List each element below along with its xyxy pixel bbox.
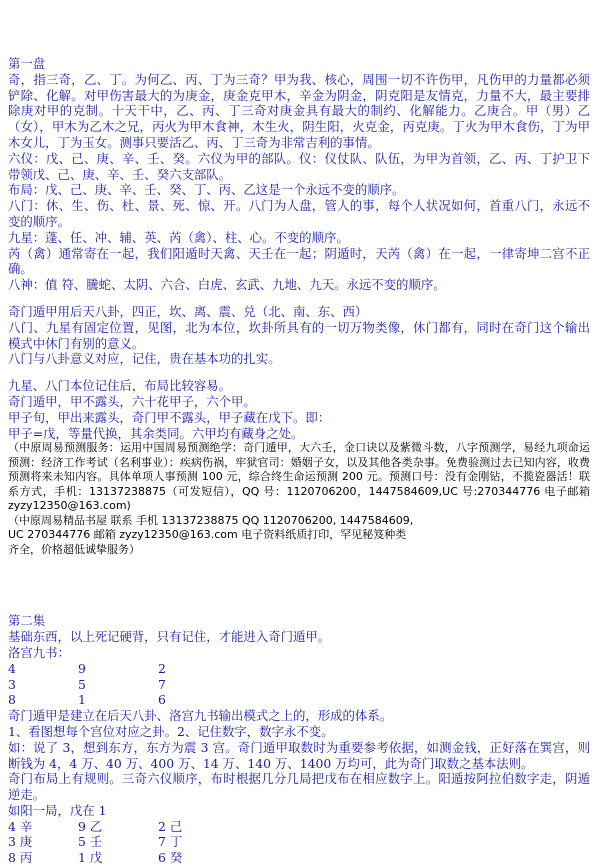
ad-bookstore: （中原周易精品书屋 联系 手机 13137238875 QQ 1120706200, 1447584609, [8,513,414,527]
paragraph-bagua: 八门与八卦意义对应，记住，贵在基本功的扎实。 [8,351,281,367]
grid-cell: 8 [8,692,16,708]
paragraph-bamen: 八门：休、生、伤、杜、景、死、惊、开。八门为人盘，管人的事，每个人状况如何，首重八门，永远不变的顺序。 [8,198,590,229]
grid-cell: 7 [158,676,166,692]
paragraph-bamen-fixed: 八门、九星有固定位置，见图，北为本位，坎卦所具有的一切万物类像，休门都有，同时在奇门这个输出模式中休门有别的意义。 [8,319,590,351]
grid-cell: 5 壬 [78,834,103,850]
paragraph-jiazi-wu: 甲子=戊，等量代换，其余类同。六甲均有藏身之处。 [8,425,304,441]
grid-cell: 1 [78,692,86,708]
paragraph-houtian: 奇门遁甲用后天八卦，四正，坎、离、震、兑（北、南、东、西） [8,303,368,319]
paragraph-sanqi: 奇，指三奇，乙、丁。为何乙、丙、丁为三奇？甲为我、核心，周围一切不许伤甲，凡伤甲的力量都必须铲除、化解。对甲伤害最大的为庚金，庚金克甲木，辛金为阴金，阴克阳是友情克，力量不大，最主要排除庚对甲的克制。十天干中，乙、丙、丁三奇对庚金具有最大的制约、化解能力。乙庚合。甲（男）乙（女），甲木为乙木之兄，丙火为甲木食神，木生火，阴生阳，火克金，丙克庚。丁火为甲木食伤，丁为甲木女儿，丁为玉女。测事只要活乙、丙、丁三奇为非常吉利的事情。 [8,71,590,150]
grid-cell: 2 己 [158,818,183,834]
document-page [8,56,590,866]
yangdun-grid [8,819,590,866]
grid-cell: 7 丁 [158,834,183,850]
grid-cell: 5 [78,676,86,692]
grid-cell: 3 庚 [8,834,33,850]
luoshu-grid [8,661,590,708]
paragraph-buju: 布局：戊、己、庚、辛、壬、癸、丁、丙、乙这是一个永远不变的顺序。 [8,182,405,198]
paragraph-dunjia: 奇门遁甲，甲不露头，六十花甲子，六个甲。 [8,393,256,409]
grid-cell: 1 戊 [78,850,103,866]
grid-cell: 8 丙 [8,850,33,866]
paragraph-jiuxing-bamen: 九星、八门本位记住后，布局比较容易。 [8,378,232,394]
grid-cell: 9 [78,660,86,676]
ad-closing: 齐全，价格超低诚挚服务） [8,542,140,556]
paragraph-example: 如：说了 3，想到东方，东方为震 3 宫。奇门遁甲取数时为重要参考依据，如测金钱，正好落在巽宫，则断钱为 4，4 万、40 万、400 万、14 万、140 万、1400 万均可，此为奇门取数之基本法则。 [8,739,590,771]
paragraph-jiazi: 甲子旬，甲出来露头，奇门甲不露头，甲子藏在戊下。即： [8,409,331,425]
paragraph-buju-rule: 奇门布局上有规则。三奇六仪顺序，布时根据几分几局把戊布在相应数字上。阳遁按阿拉伯数字走，阴遁逆走。 [8,771,590,803]
paragraph-jianli: 奇门遁甲是建立在后天八卦、洛宫九书输出模式之上的，形成的体系。 [8,708,393,724]
spacer [8,367,590,378]
paragraph-basic: 基础东西，以上死记硬背，只有记住，才能进入奇门遁甲。 [8,629,331,645]
grid-cell: 4 [8,660,16,676]
paragraph-bashen: 八神：值 符、騰蛇、太阴、六合、白虎、玄武、九地、九天。永远不变的顺序。 [8,277,446,293]
grid-cell: 4 辛 [8,818,33,834]
paragraph-rule1: 1、看图想每个宫位对应之卦。2、记住数字，数字永不变。 [8,723,334,739]
paragraph-jiuxing: 九星：蓬、任、冲、辅、英、芮（禽）、柱、心。不变的顺序。 [8,229,349,245]
grid-cell: 6 [158,692,166,708]
ad-contact: UC 270344776 邮箱 zyzy12350@163.com 电子资料纸质打印，罕见秘笈种类 [8,528,407,542]
luoshu-title: 洛宫九书： [8,644,70,660]
paragraph-ruiqin: 芮（禽）通常寄在一起，我们阳遁时天禽、天壬在一起；阴遁时，天芮（禽）在一起，一律寄坤二宫不正确。 [8,245,590,277]
paragraph-yangdun: 如阳一局，戊在 1 [8,802,107,818]
grid-cell: 2 [158,660,166,676]
section-title: 第二集 [8,613,46,629]
grid-cell: 6 癸 [158,850,183,866]
paragraph-liuyi: 六仪：戊、己、庚、辛、壬、癸。六仪为甲的部队。仪：仪仗队、队伍，为甲为首领，乙、丙、丁护卫下带领戊、己、庚、辛、壬、癸六支部队。 [8,150,590,182]
spacer [8,557,590,613]
grid-cell: 9 乙 [78,818,103,834]
spacer [8,293,590,304]
grid-cell: 3 [8,676,16,692]
section-title: 第一盘 [8,56,46,71]
ad-paragraph: （中原周易预测服务：运用中国周易预测绝学：奇门遁甲，大六壬，金口诀以及紫微斗数，八字预测学，易经九项命运预测：经济工作考试（名利事业）：疾病伤祸，牢狱官司：婚姻子女，以及其他各类杂事。免费验测过去已知内容，收费预测将来未知内容。具体单项人事预测 100 元，综合终生命运预测 200 元。预测口号：没有金刚钻，不揽瓷器活！联系方式，手机：13137238875（可发短信），QQ 号：1120706200，1447584609,UC 号:270344776 电子邮箱 zyzy12350@163.com) [8,441,590,513]
